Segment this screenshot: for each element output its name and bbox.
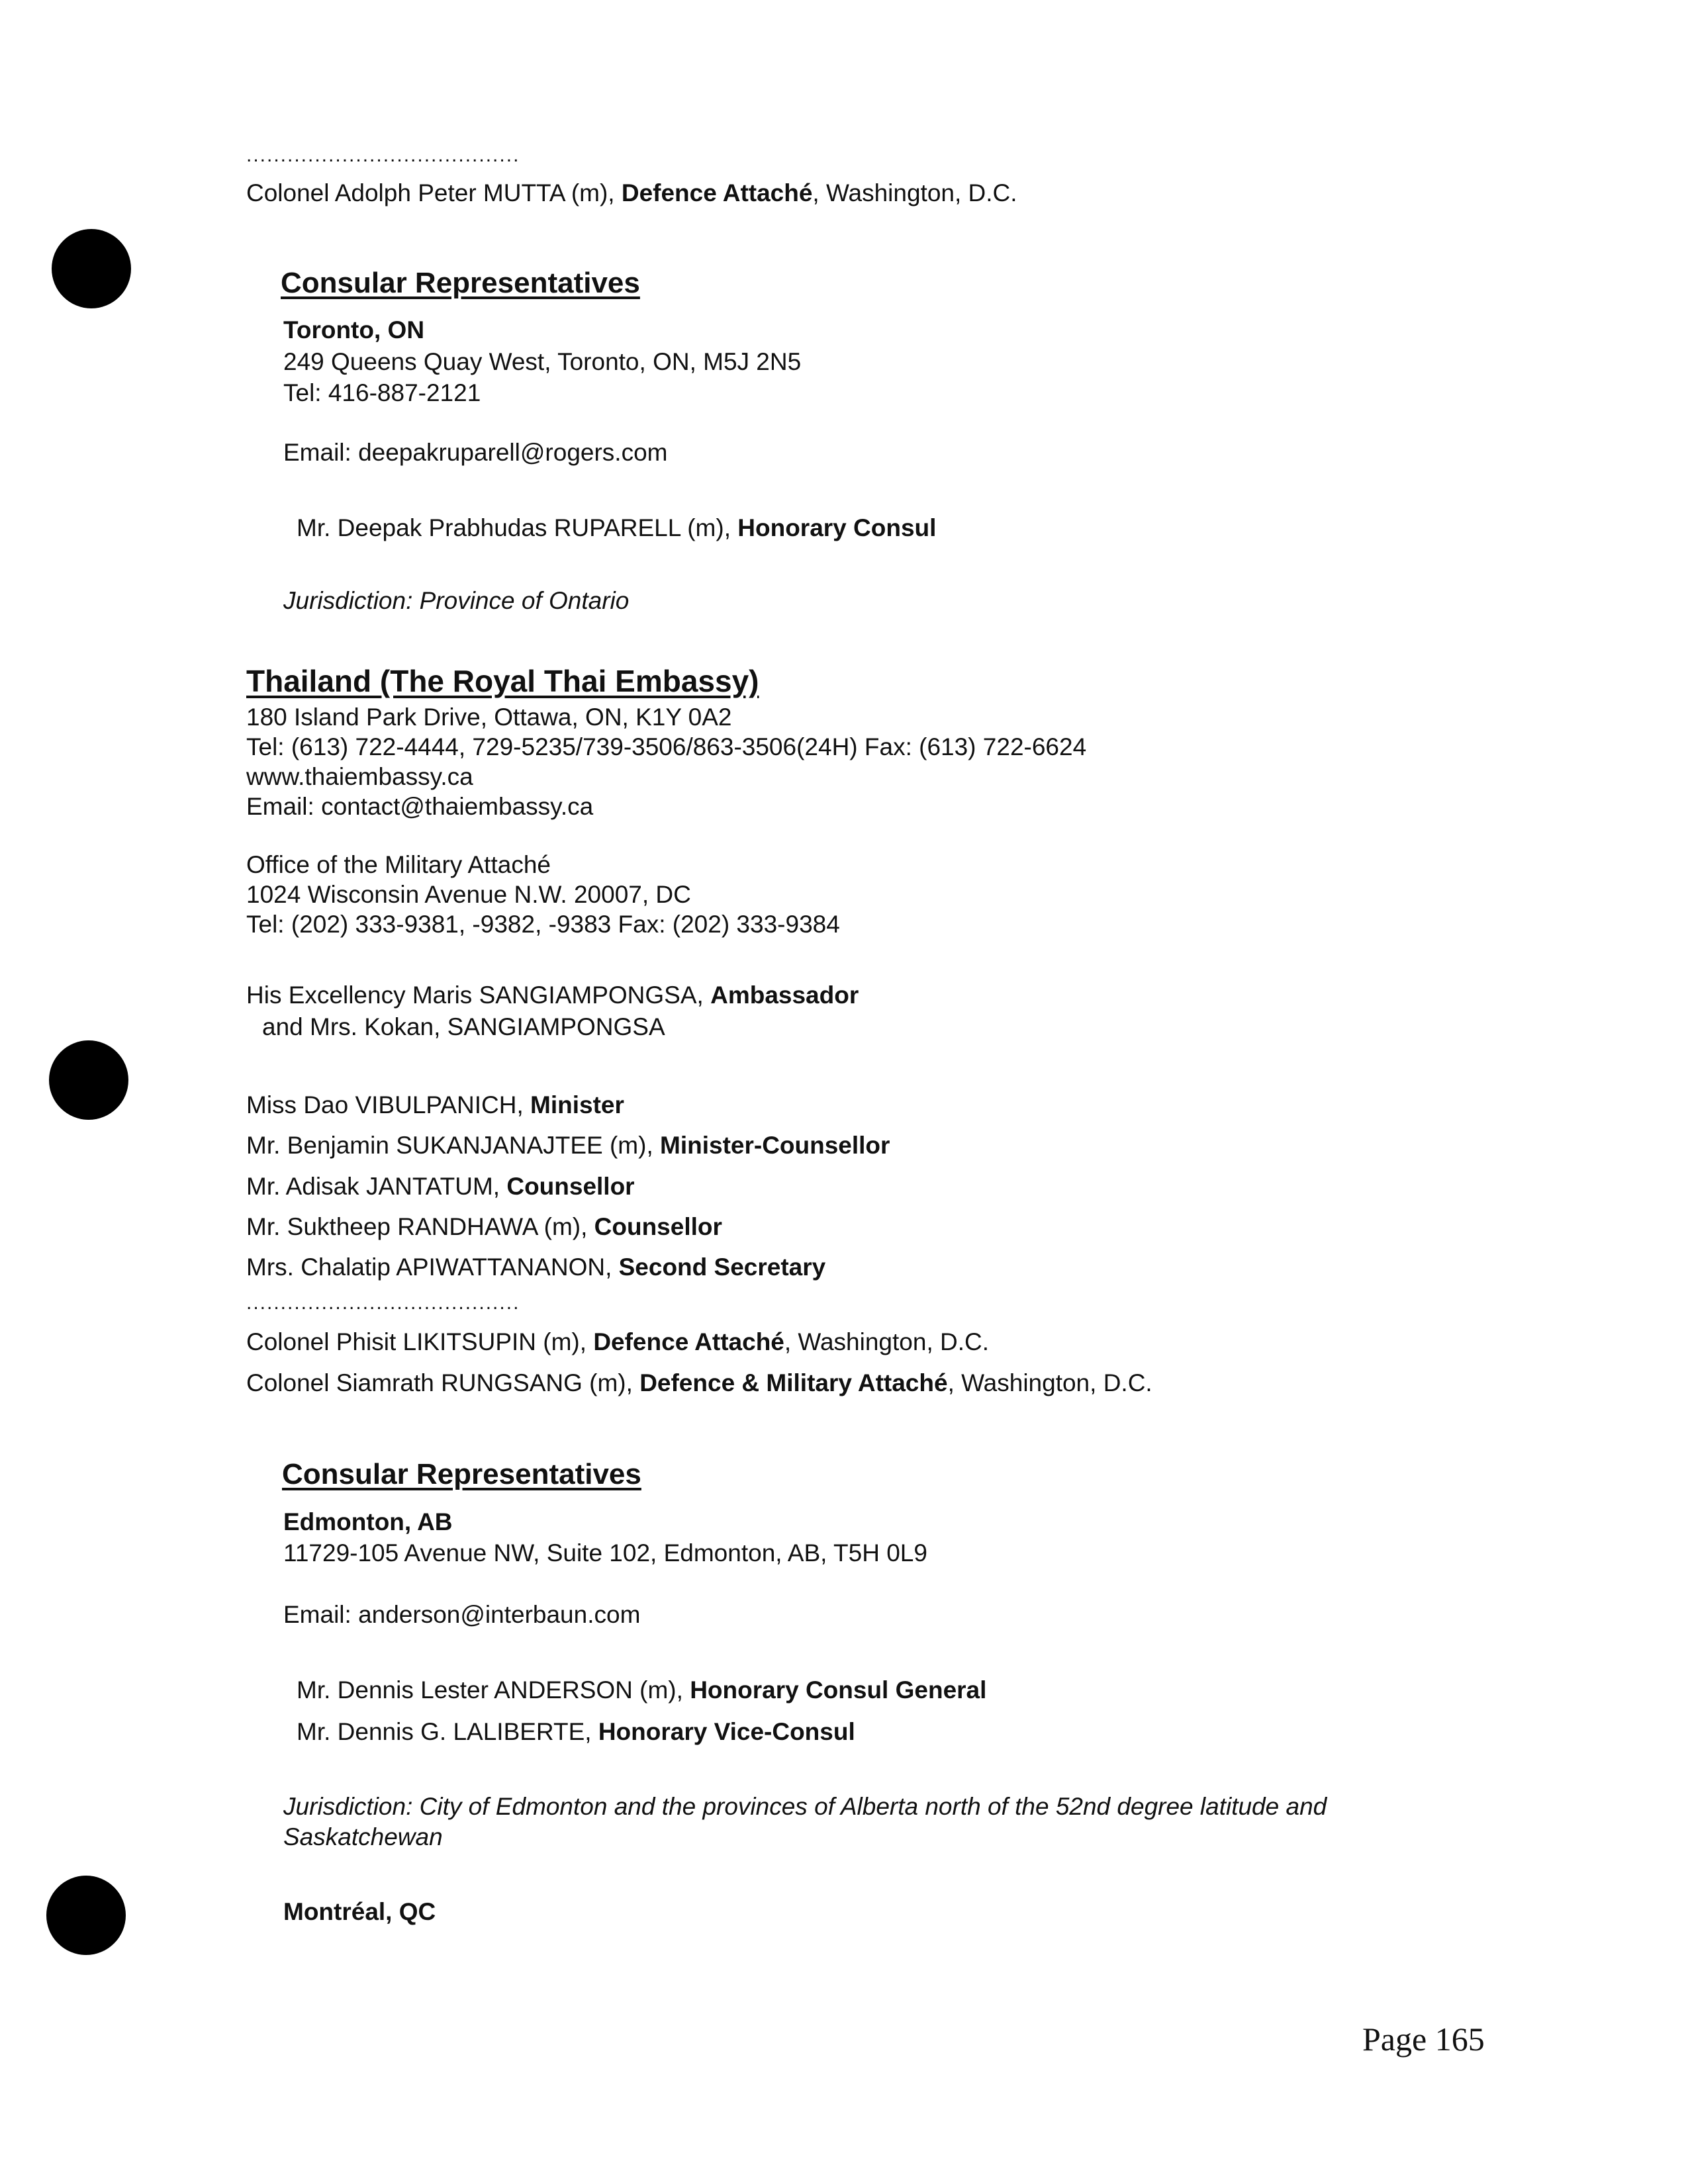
punch-hole-middle: [49, 1040, 128, 1120]
dotted-separator: ........................................: [246, 144, 520, 166]
consul-entry: [297, 1717, 855, 1747]
embassy-tel: Tel: (613) 722-4444, 729-5235/739-3506/863-3506(24H) Fax: (613) 722-6624: [246, 733, 1087, 760]
embassy-email: Email: contact@thaiembassy.ca: [246, 793, 594, 820]
staff-name: Mr. Benjamin SUKANJANAJTEE (m),: [246, 1132, 661, 1159]
consular-tel: Tel: 416-887-2121: [283, 379, 481, 406]
consul-title: Honorary Consul: [737, 514, 937, 541]
punch-hole-top: [52, 229, 131, 308]
staff-title: Counsellor: [594, 1213, 722, 1240]
staff-title: Minister: [530, 1091, 624, 1118]
attache-entry: [246, 1369, 1152, 1398]
military-office-address: 1024 Wisconsin Avenue N.W. 20007, DC: [246, 881, 691, 908]
consular-city: Montréal, QC: [283, 1898, 436, 1925]
staff-name: Mr. Suktheep RANDHAWA (m),: [246, 1213, 594, 1240]
military-office-tel: Tel: (202) 333-9381, -9382, -9383 Fax: (202) 333-9384: [246, 911, 840, 938]
consular-heading: Consular Representatives: [281, 267, 640, 299]
ambassador-title: Ambassador: [710, 981, 859, 1009]
consular-jurisdiction-continued: Saskatchewan: [283, 1823, 443, 1850]
punch-hole-bottom: [46, 1876, 126, 1955]
military-office-title: Office of the Military Attaché: [246, 851, 551, 878]
consular-email: Email: anderson@interbaun.com: [283, 1601, 641, 1628]
embassy-address: 180 Island Park Drive, Ottawa, ON, K1Y 0A2: [246, 704, 732, 731]
consular-heading: Consular Representatives: [282, 1458, 641, 1490]
ambassador-spouse: and Mrs. Kokan, SANGIAMPONGSA: [262, 1013, 665, 1040]
consular-jurisdiction: Jurisdiction: City of Edmonton and the provinces of Alberta north of the 52nd degree latitude and: [283, 1793, 1327, 1820]
consular-city: Edmonton, AB: [283, 1508, 453, 1535]
attache-location: , Washington, D.C.: [812, 179, 1017, 206]
staff-entry: [246, 1091, 624, 1120]
staff-entry: [246, 1172, 635, 1201]
dotted-separator: ........................................: [246, 1292, 520, 1314]
embassy-website: www.thaiembassy.ca: [246, 763, 473, 790]
consul-name: Mr. Deepak Prabhudas RUPARELL (m),: [297, 514, 738, 541]
attache-title: Defence & Military Attaché: [639, 1369, 948, 1396]
staff-entry: [246, 1212, 722, 1242]
country-heading: Thailand (The Royal Thai Embassy): [246, 664, 759, 698]
staff-name: Miss Dao VIBULPANICH,: [246, 1091, 531, 1118]
consular-address: 249 Queens Quay West, Toronto, ON, M5J 2N5: [283, 348, 802, 375]
staff-name: Mr. Adisak JANTATUM,: [246, 1173, 507, 1200]
consular-address: 11729-105 Avenue NW, Suite 102, Edmonton, AB, T5H 0L9: [283, 1539, 927, 1567]
consul-title: Honorary Consul General: [690, 1676, 987, 1704]
staff-entry: [246, 1131, 890, 1160]
page-number: Page 165: [1362, 2021, 1485, 2058]
consular-city: Toronto, ON: [283, 316, 425, 343]
consular-jurisdiction: Jurisdiction: Province of Ontario: [283, 587, 630, 614]
staff-entry: [246, 1253, 825, 1282]
attache-entry: [246, 179, 1017, 208]
attache-name: Colonel Adolph Peter MUTTA (m),: [246, 179, 622, 206]
attache-entry: [246, 1328, 989, 1357]
consul-name: Mr. Dennis G. LALIBERTE,: [297, 1718, 598, 1745]
staff-title: Counsellor: [506, 1173, 635, 1200]
consul-title: Honorary Vice-Consul: [598, 1718, 855, 1745]
consul-name: Mr. Dennis Lester ANDERSON (m),: [297, 1676, 690, 1704]
attache-location: , Washington, D.C.: [947, 1369, 1152, 1396]
staff-title: Second Secretary: [618, 1253, 826, 1281]
attache-name: Colonel Siamrath RUNGSANG (m),: [246, 1369, 640, 1396]
attache-title: Defence Attaché: [621, 179, 813, 206]
consular-email: Email: deepakruparell@rogers.com: [283, 439, 668, 466]
staff-title: Minister-Counsellor: [660, 1132, 890, 1159]
attache-name: Colonel Phisit LIKITSUPIN (m),: [246, 1328, 594, 1355]
ambassador-name: His Excellency Maris SANGIAMPONGSA,: [246, 981, 711, 1009]
ambassador-entry: [246, 981, 859, 1010]
consul-entry: [297, 1676, 986, 1705]
attache-title: Defence Attaché: [593, 1328, 784, 1355]
staff-name: Mrs. Chalatip APIWATTANANON,: [246, 1253, 619, 1281]
consul-entry: [297, 514, 936, 543]
attache-location: , Washington, D.C.: [784, 1328, 990, 1355]
